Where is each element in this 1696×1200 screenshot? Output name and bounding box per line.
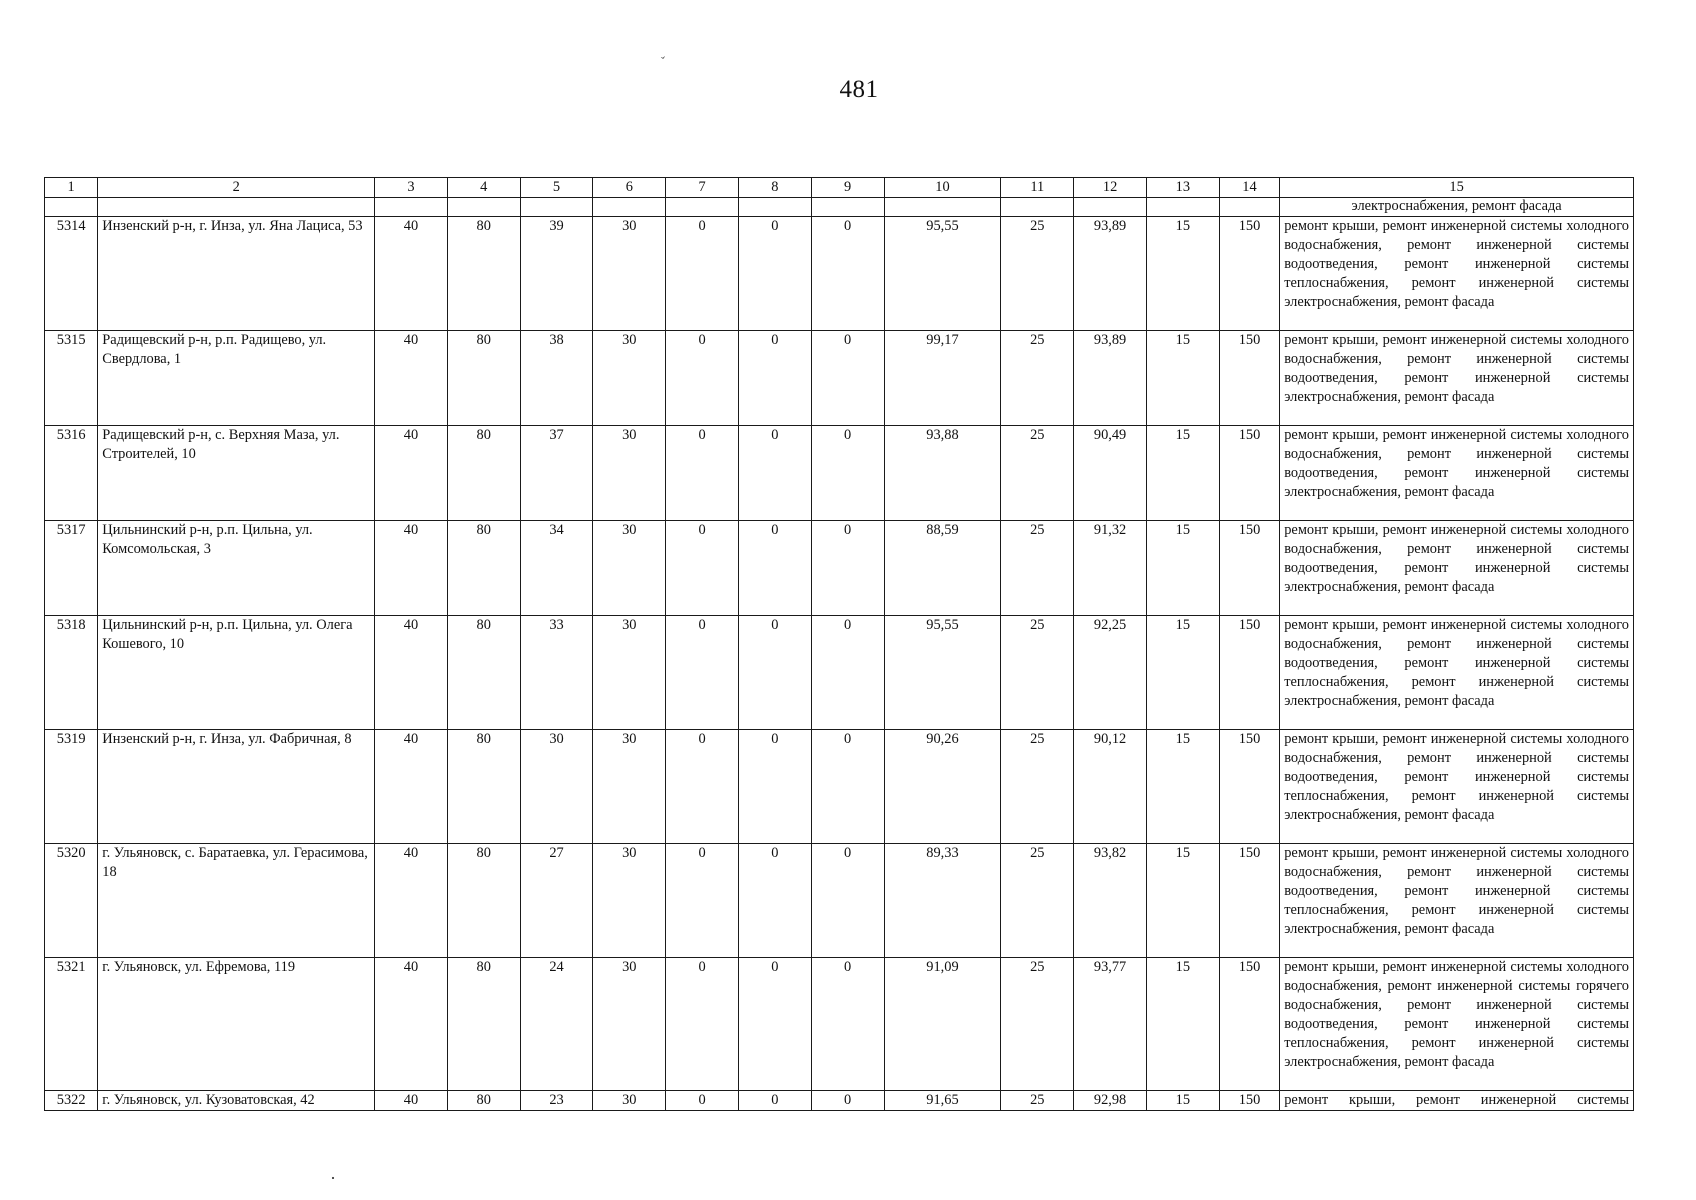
row-value: 150 — [1219, 521, 1279, 616]
row-works: ремонт крыши, ремонт инженерной системы холодного водоснабжения, ремонт инженерной системы водоотведения, ремонт инженерной системы теплоснабжения, ремонт инженерной системы электроснабжения, ремонт фасада — [1280, 616, 1634, 730]
empty-cell — [1219, 198, 1279, 217]
row-value: 0 — [666, 844, 739, 958]
row-value: 15 — [1146, 844, 1219, 958]
empty-cell — [45, 198, 98, 217]
row-value: 30 — [593, 331, 666, 426]
row-address: г. Ульяновск, ул. Ефремова, 119 — [98, 958, 375, 1091]
row-value: 25 — [1001, 958, 1074, 1091]
row-value: 0 — [666, 1091, 739, 1111]
row-value: 88,59 — [884, 521, 1001, 616]
row-value: 40 — [375, 958, 448, 1091]
row-value: 92,25 — [1074, 616, 1147, 730]
row-value: 30 — [593, 426, 666, 521]
row-value: 0 — [738, 331, 811, 426]
row-value: 15 — [1146, 616, 1219, 730]
row-value: 30 — [593, 521, 666, 616]
row-value: 23 — [520, 1091, 593, 1111]
row-works: ремонт крыши, ремонт инженерной системы холодного водоснабжения, ремонт инженерной системы горячего водоснабжения, ремонт инженерной системы водоотведения, ремонт инженерной системы теплоснабжения, ремонт инженерной системы электроснабжения, ремонт фасада — [1280, 958, 1634, 1091]
table-row — [45, 426, 1634, 521]
row-value: 90,49 — [1074, 426, 1147, 521]
row-value: 15 — [1146, 730, 1219, 844]
row-value: 0 — [666, 958, 739, 1091]
row-value: 0 — [738, 217, 811, 331]
table-row — [45, 958, 1634, 1091]
table-row — [45, 217, 1634, 331]
row-id: 5318 — [45, 616, 98, 730]
row-value: 30 — [593, 1091, 666, 1111]
row-value: 150 — [1219, 730, 1279, 844]
row-value: 25 — [1001, 1091, 1074, 1111]
row-value: 80 — [447, 426, 520, 521]
row-value: 30 — [593, 730, 666, 844]
row-value: 40 — [375, 426, 448, 521]
row-id: 5322 — [45, 1091, 98, 1111]
row-value: 0 — [738, 616, 811, 730]
row-value: 0 — [666, 521, 739, 616]
row-value: 80 — [447, 844, 520, 958]
row-value: 150 — [1219, 616, 1279, 730]
row-id: 5314 — [45, 217, 98, 331]
row-value: 0 — [811, 1091, 884, 1111]
row-value: 93,82 — [1074, 844, 1147, 958]
column-number: 14 — [1219, 178, 1279, 198]
row-value: 93,88 — [884, 426, 1001, 521]
row-value: 80 — [447, 331, 520, 426]
row-value: 0 — [666, 730, 739, 844]
column-number: 3 — [375, 178, 448, 198]
row-address: г. Ульяновск, с. Баратаевка, ул. Герасимова, 18 — [98, 844, 375, 958]
row-works: ремонт крыши, ремонт инженерной системы холодного водоснабжения, ремонт инженерной системы водоотведения, ремонт инженерной системы теплоснабжения, ремонт инженерной системы электроснабжения, ремонт фасада — [1280, 730, 1634, 844]
row-value: 30 — [593, 844, 666, 958]
empty-cell — [593, 198, 666, 217]
page-number: 481 — [839, 76, 879, 103]
row-value: 30 — [593, 616, 666, 730]
row-value: 91,65 — [884, 1091, 1001, 1111]
row-works: ремонт крыши, ремонт инженерной системы холодного водоснабжения, ремонт инженерной системы водоотведения, ремонт инженерной системы электроснабжения, ремонт фасада — [1280, 521, 1634, 616]
registry-table — [44, 177, 1634, 1111]
row-value: 25 — [1001, 730, 1074, 844]
row-id: 5321 — [45, 958, 98, 1091]
row-value: 0 — [738, 730, 811, 844]
column-number: 2 — [98, 178, 375, 198]
row-value: 0 — [738, 521, 811, 616]
row-works: ремонт крыши, ремонт инженерной системы — [1280, 1091, 1634, 1111]
row-works: ремонт крыши, ремонт инженерной системы холодного водоснабжения, ремонт инженерной системы водоотведения, ремонт инженерной системы теплоснабжения, ремонт инженерной системы электроснабжения, ремонт фасада — [1280, 217, 1634, 331]
row-address: Цильнинский р-н, р.п. Цильна, ул. Комсомольская, 3 — [98, 521, 375, 616]
row-value: 80 — [447, 521, 520, 616]
row-value: 40 — [375, 331, 448, 426]
row-value: 0 — [666, 616, 739, 730]
row-value: 150 — [1219, 426, 1279, 521]
row-value: 90,12 — [1074, 730, 1147, 844]
row-value: 0 — [738, 958, 811, 1091]
empty-cell — [98, 198, 375, 217]
row-id: 5320 — [45, 844, 98, 958]
row-value: 40 — [375, 730, 448, 844]
table-row — [45, 521, 1634, 616]
scan-mark-dot: · — [330, 1168, 336, 1188]
row-works: ремонт крыши, ремонт инженерной системы холодного водоснабжения, ремонт инженерной системы водоотведения, ремонт инженерной системы электроснабжения, ремонт фасада — [1280, 426, 1634, 521]
works-continuation: электроснабжения, ремонт фасада — [1280, 198, 1634, 217]
row-value: 15 — [1146, 958, 1219, 1091]
row-value: 0 — [811, 958, 884, 1091]
row-value: 0 — [738, 426, 811, 521]
row-value: 33 — [520, 616, 593, 730]
column-number-row — [45, 178, 1634, 198]
row-value: 15 — [1146, 217, 1219, 331]
row-value: 93,77 — [1074, 958, 1147, 1091]
column-number: 7 — [666, 178, 739, 198]
row-value: 25 — [1001, 331, 1074, 426]
row-value: 93,89 — [1074, 217, 1147, 331]
empty-cell — [520, 198, 593, 217]
row-value: 80 — [447, 217, 520, 331]
row-value: 90,26 — [884, 730, 1001, 844]
row-works: ремонт крыши, ремонт инженерной системы холодного водоснабжения, ремонт инженерной системы водоотведения, ремонт инженерной системы электроснабжения, ремонт фасада — [1280, 331, 1634, 426]
row-address: Цильнинский р-н, р.п. Цильна, ул. Олега Кошевого, 10 — [98, 616, 375, 730]
row-works: ремонт крыши, ремонт инженерной системы холодного водоснабжения, ремонт инженерной системы водоотведения, ремонт инженерной системы теплоснабжения, ремонт инженерной системы электроснабжения, ремонт фасада — [1280, 844, 1634, 958]
empty-cell — [738, 198, 811, 217]
row-value: 15 — [1146, 426, 1219, 521]
row-value: 0 — [666, 217, 739, 331]
row-value: 0 — [666, 426, 739, 521]
row-value: 34 — [520, 521, 593, 616]
empty-cell — [447, 198, 520, 217]
row-id: 5315 — [45, 331, 98, 426]
row-value: 0 — [811, 426, 884, 521]
column-number: 11 — [1001, 178, 1074, 198]
column-number: 9 — [811, 178, 884, 198]
row-value: 39 — [520, 217, 593, 331]
row-value: 95,55 — [884, 616, 1001, 730]
row-value: 150 — [1219, 1091, 1279, 1111]
column-number: 8 — [738, 178, 811, 198]
row-value: 25 — [1001, 217, 1074, 331]
row-value: 25 — [1001, 844, 1074, 958]
row-value: 150 — [1219, 217, 1279, 331]
row-value: 0 — [811, 217, 884, 331]
row-value: 80 — [447, 616, 520, 730]
row-value: 80 — [447, 1091, 520, 1111]
empty-cell — [1146, 198, 1219, 217]
row-value: 0 — [811, 616, 884, 730]
row-value: 0 — [811, 331, 884, 426]
row-value: 0 — [666, 331, 739, 426]
empty-cell — [811, 198, 884, 217]
continuation-row — [45, 198, 1634, 217]
empty-cell — [375, 198, 448, 217]
column-number: 15 — [1280, 178, 1634, 198]
column-number: 4 — [447, 178, 520, 198]
row-value: 40 — [375, 1091, 448, 1111]
row-value: 30 — [593, 958, 666, 1091]
row-value: 37 — [520, 426, 593, 521]
row-address: г. Ульяновск, ул. Кузоватовская, 42 — [98, 1091, 375, 1111]
row-value: 40 — [375, 616, 448, 730]
row-value: 150 — [1219, 331, 1279, 426]
row-value: 25 — [1001, 521, 1074, 616]
row-value: 150 — [1219, 958, 1279, 1091]
column-number: 1 — [45, 178, 98, 198]
row-value: 40 — [375, 217, 448, 331]
row-value: 25 — [1001, 616, 1074, 730]
row-value: 15 — [1146, 1091, 1219, 1111]
row-id: 5316 — [45, 426, 98, 521]
row-value: 91,32 — [1074, 521, 1147, 616]
empty-cell — [666, 198, 739, 217]
row-value: 89,33 — [884, 844, 1001, 958]
row-value: 15 — [1146, 521, 1219, 616]
table-row — [45, 616, 1634, 730]
row-value: 0 — [738, 844, 811, 958]
row-value: 150 — [1219, 844, 1279, 958]
row-value: 40 — [375, 844, 448, 958]
table-row — [45, 730, 1634, 844]
row-value: 93,89 — [1074, 331, 1147, 426]
row-value: 99,17 — [884, 331, 1001, 426]
column-number: 13 — [1146, 178, 1219, 198]
row-address: Инзенский р-н, г. Инза, ул. Яна Лациса, 53 — [98, 217, 375, 331]
empty-cell — [1074, 198, 1147, 217]
row-value: 80 — [447, 958, 520, 1091]
row-address: Инзенский р-н, г. Инза, ул. Фабричная, 8 — [98, 730, 375, 844]
row-value: 25 — [1001, 426, 1074, 521]
row-value: 0 — [811, 730, 884, 844]
row-value: 92,98 — [1074, 1091, 1147, 1111]
column-number: 10 — [884, 178, 1001, 198]
column-number: 6 — [593, 178, 666, 198]
row-value: 91,09 — [884, 958, 1001, 1091]
row-address: Радищевский р-н, р.п. Радищево, ул. Свердлова, 1 — [98, 331, 375, 426]
row-value: 80 — [447, 730, 520, 844]
row-value: 0 — [811, 844, 884, 958]
table-row — [45, 1091, 1634, 1111]
empty-cell — [1001, 198, 1074, 217]
row-value: 95,55 — [884, 217, 1001, 331]
column-number: 12 — [1074, 178, 1147, 198]
row-id: 5319 — [45, 730, 98, 844]
row-address: Радищевский р-н, с. Верхняя Маза, ул. Строителей, 10 — [98, 426, 375, 521]
column-number: 5 — [520, 178, 593, 198]
row-value: 0 — [811, 521, 884, 616]
row-value: 30 — [520, 730, 593, 844]
table-row — [45, 844, 1634, 958]
row-value: 24 — [520, 958, 593, 1091]
row-id: 5317 — [45, 521, 98, 616]
row-value: 15 — [1146, 331, 1219, 426]
row-value: 38 — [520, 331, 593, 426]
row-value: 40 — [375, 521, 448, 616]
row-value: 30 — [593, 217, 666, 331]
scan-mark-tick: ˇ — [660, 53, 668, 69]
row-value: 27 — [520, 844, 593, 958]
row-value: 0 — [738, 1091, 811, 1111]
table-row — [45, 331, 1634, 426]
empty-cell — [884, 198, 1001, 217]
